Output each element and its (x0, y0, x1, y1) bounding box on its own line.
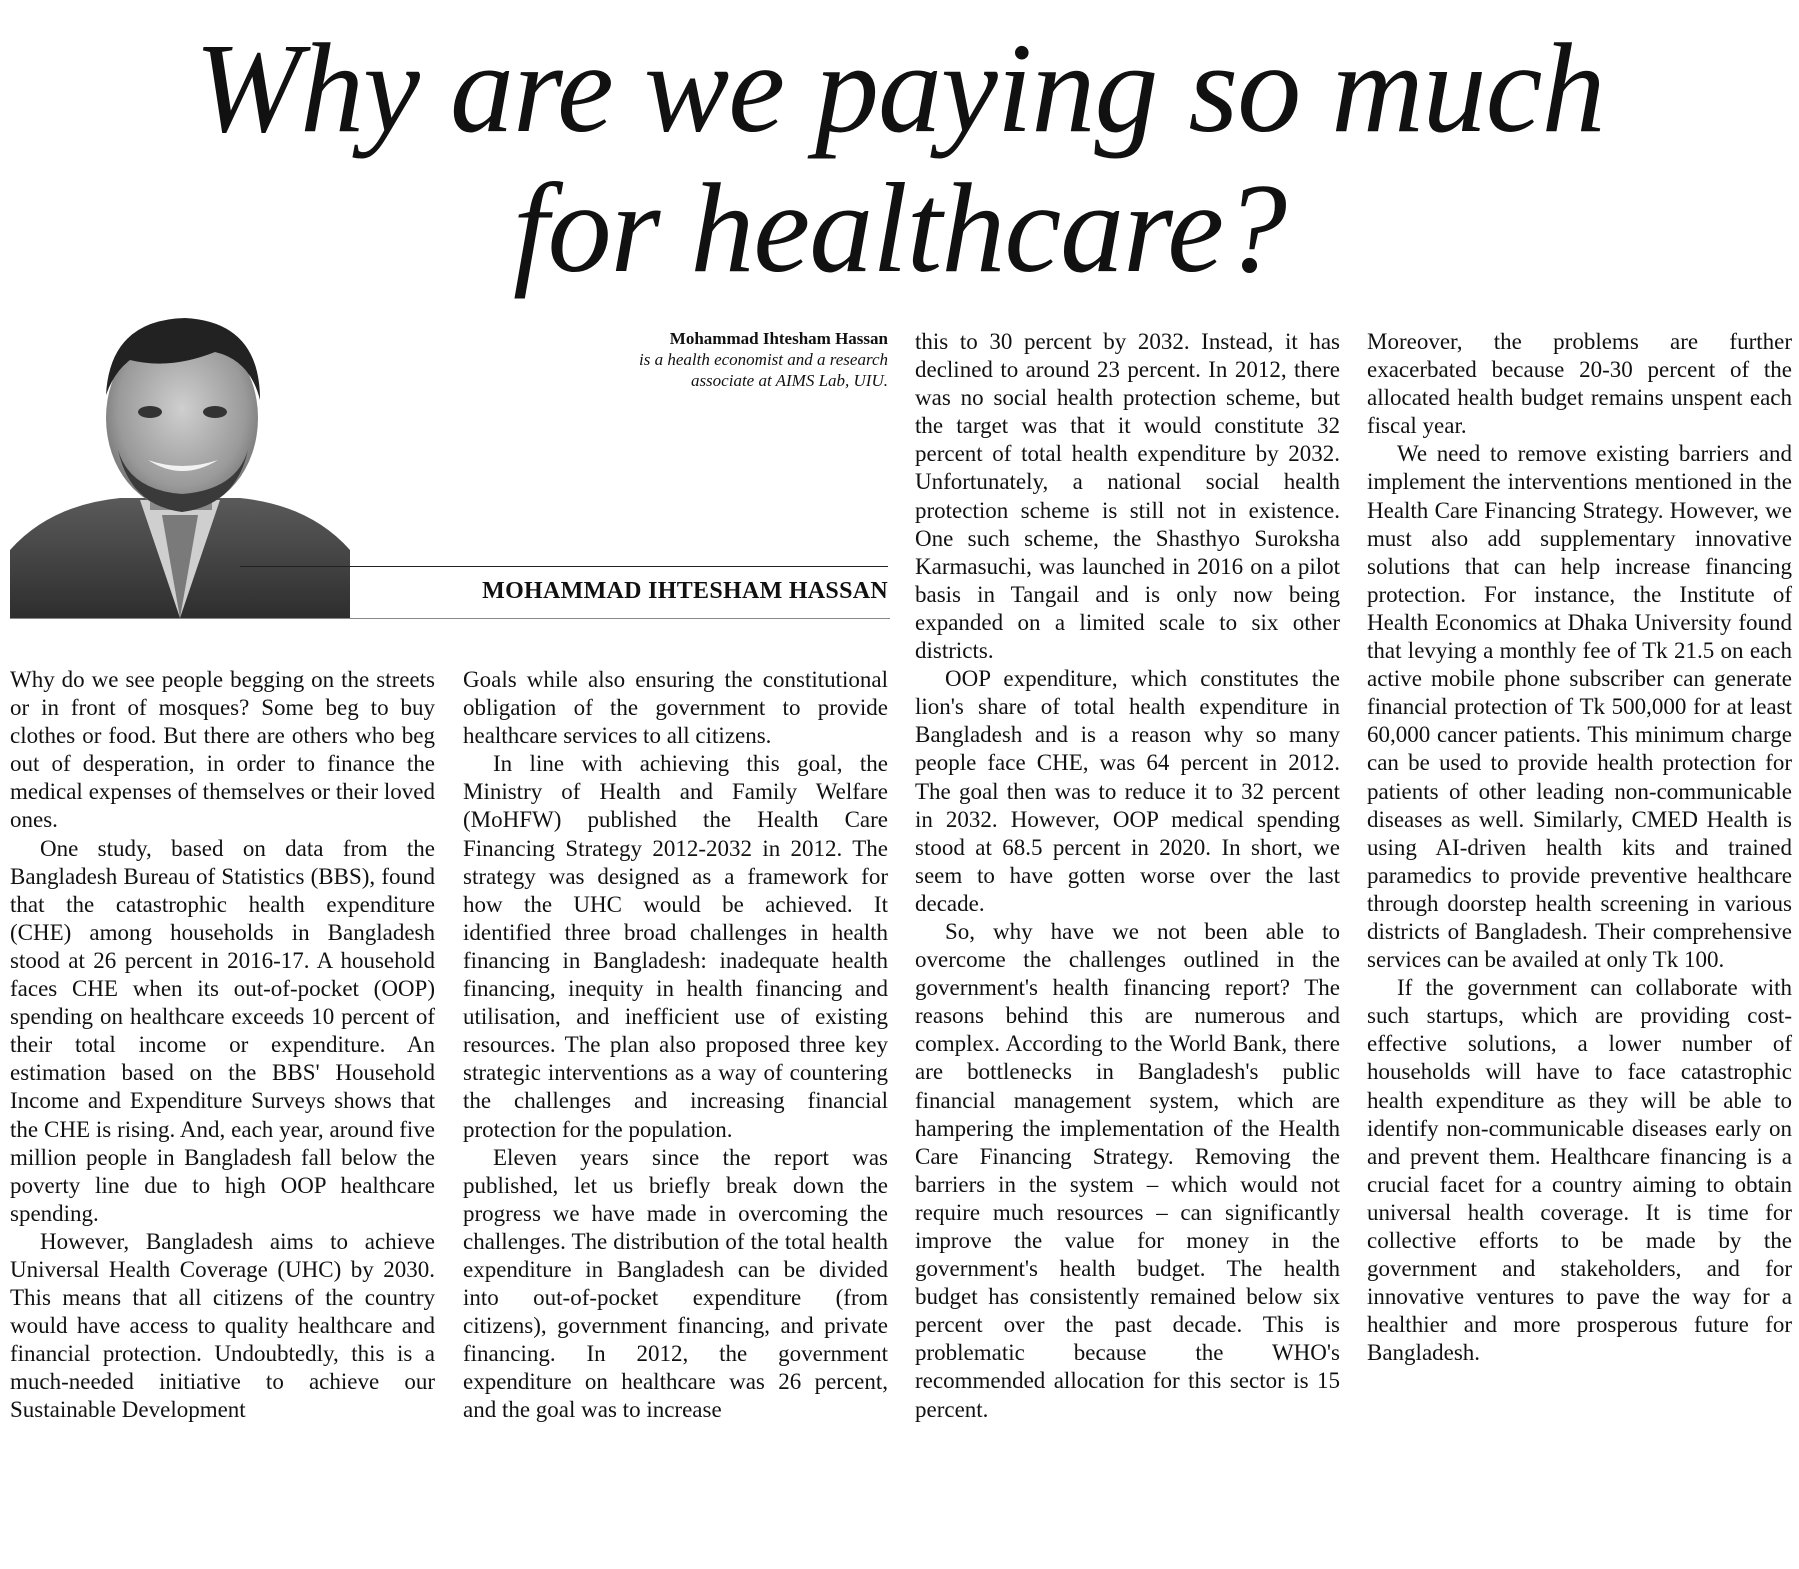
paragraph: Moreover, the problems are further exacerbated because 20-30 percent of the allocated health budget remains unspent each fiscal year. (1367, 329, 1792, 439)
author-bio-line-2: associate at AIMS Lab, UIU. (690, 371, 888, 390)
paragraph: this to 30 percent by 2032. Instead, it has declined to around 23 percent. In 2012, there was no social health protection scheme, but the target was that it would constitute 32 percent of total health expenditure by 2032. Unfortunately, a national social health protection scheme is still not in existence. One such scheme, the Shasthyo Suroksha Karmasuchi, was launched in 2016 on a pilot basis in Tangail and is only now being expanded on a limited scale to six other districts. (915, 329, 1340, 664)
article-column-4 (1367, 328, 1792, 1367)
header-divider (10, 618, 890, 619)
byline: MOHAMMAD IHTESHAM HASSAN (482, 578, 888, 604)
paragraph: One study, based on data from the Bangladesh Bureau of Statistics (BBS), found that the catastrophic health expenditure (CHE) among households in Bangladesh stood at 26 percent in 2016-17. A household faces CHE when its out-of-pocket (OOP) spending on healthcare exceeds 10 percent of their total income or expenditure. An estimation based on the BBS' Household Income and Expenditure Surveys shows that the CHE is rising. And, each year, around five million people in Bangladesh fall below the poverty line due to high OOP healthcare spending. (10, 835, 435, 1226)
paragraph: We need to remove existing barriers and implement the interventions mentioned in the Health Care Financing Strategy. However, we must also add supplementary innovative solutions that can help increase financing protection. For instance, the Institute of Health Economics at Dhaka University found that levying a monthly fee of Tk 21.5 on each active mobile phone subscriber can generate financial protection of Tk 500,000 for at least 60,000 cancer patients. This minimum charge can be used to provide health protection for patients of other leading non-communicable diseases as well. Similarly, CMED Health is using AI-driven health kits and trained paramedics to provide preventive healthcare through doorstep health screening in various districts of Bangladesh. Their comprehensive services can be availed at only Tk 100. (1367, 441, 1792, 973)
article-column-1 (10, 666, 435, 1425)
paragraph: In line with achieving this goal, the Ministry of Health and Family Welfare (MoHFW) published the Health Care Financing Strategy 2012-2032 in 2012. The strategy was designed as a framework for how the UHC would be achieved. It identified three broad challenges in health financing in Bangladesh: inadequate health financing, inequity in health financing and utilisation, and inefficient use of existing resources. The plan also proposed three key strategic interventions as a way of countering the challenges and increasing financial protection for the population. (463, 751, 888, 1142)
headline (0, 18, 1799, 298)
author-photo (10, 300, 350, 618)
headline-line-2: for healthcare? (513, 157, 1286, 299)
paragraph: However, Bangladesh aims to achieve Universal Health Coverage (UHC) by 2030. This means that all citizens of the country would have access to quality healthcare and financial protection. Undoubtedly, this is a much-needed initiative to achieve our Sustainable Development (10, 1228, 435, 1423)
author-name: Mohammad Ihtesham Hassan (669, 329, 888, 348)
paragraph: Eleven years since the report was published, let us briefly break down the progress we have made in overcoming the challenges. The distribution of the total health expenditure in Bangladesh can be divided into out-of-pocket expenditure (from citizens), government financing, and private financing. In 2012, the government expenditure on healthcare was 26 percent, and the goal was to increase (463, 1144, 888, 1423)
paragraph: Why do we see people begging on the streets or in front of mosques? Some beg to buy clothes or food. But there are others who beg out of desperation, in order to finance the medical expenses of themselves or their loved ones. (10, 667, 435, 833)
paragraph: Goals while also ensuring the constitutional obligation of the government to provide healthcare services to all citizens. (463, 667, 888, 749)
paragraph: So, why have we not been able to overcome the challenges outlined in the government's health financing report? The reasons behind this are numerous and complex. According to the World Bank, there are bottlenecks in Bangladesh's public financial management system, which are hampering the implementation of the Health Care Financing Strategy. Removing the barriers in the system – which would not require much resources – can significantly improve the value for money in the government's health budget. The health budget has consistently remained below six percent over the past decade. This is problematic because the WHO's recommended allocation for this sector is 15 percent. (915, 918, 1340, 1422)
headline-line-1: Why are we paying so much (194, 17, 1605, 159)
paragraph: OOP expenditure, which constitutes the lion's share of total health expenditure in Bangladesh and is a reason why so many people face CHE, was 64 percent in 2012. The goal then was to reduce it to 32 percent in 2032. However, OOP medical spending stood at 68.5 percent in 2020. In short, we seem to have gotten worse over the last decade. (915, 666, 1340, 916)
paragraph: If the government can collaborate with such startups, which are providing cost-effective solutions, a lower number of households will have to face catastrophic health expenditure as they will be able to identify non-communicable diseases early on and prevent them. Healthcare financing is a crucial facet for a country aiming to obtain universal health coverage. It is time for collective efforts to be made by the government and stakeholders, and for innovative ventures to pave the way for a healthier and more prosperous future for Bangladesh. (1367, 975, 1792, 1366)
article-column-2 (463, 666, 888, 1425)
article-column-3 (915, 328, 1340, 1424)
author-bio-line-1: is a health economist and a research (639, 350, 888, 369)
author-portrait-icon (10, 300, 350, 618)
byline-divider (240, 566, 888, 567)
author-credit (440, 328, 888, 391)
